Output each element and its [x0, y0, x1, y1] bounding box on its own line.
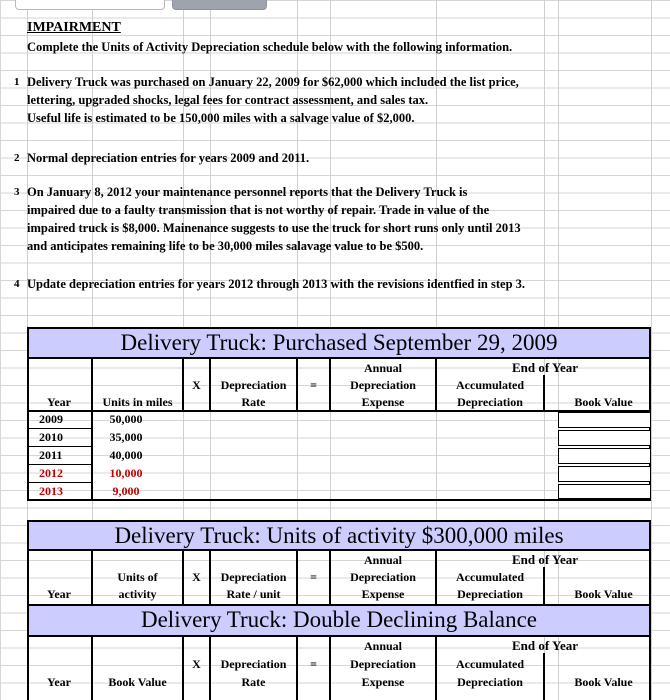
sheet-tab[interactable] [15, 0, 165, 10]
table1-hdr-annual: Annual [363, 361, 403, 375]
table1-miles: 40,000 [109, 448, 143, 462]
table2-hdr-units: activity [118, 587, 157, 601]
grid-column-line [651, 0, 652, 700]
table1-book-value-cell[interactable] [558, 430, 651, 446]
table1-title: Delivery Truck: Purchased September 29, 2009 [27, 329, 651, 358]
table1-hdr-units: Units in miles [102, 395, 173, 409]
table2-hdr-annual: Expense [361, 587, 405, 601]
table1-hdr-rate: Rate [241, 395, 266, 409]
table1-col-sep [543, 375, 545, 411]
table1-year: 2009 [39, 412, 63, 426]
table3-hdr-rate: Rate [241, 675, 266, 689]
table2-hdr-accum: Depreciation [457, 587, 523, 601]
table3-hdr-x: X [192, 657, 201, 671]
table1-col-sep [91, 411, 93, 501]
table1-hdr-annual: Expense [361, 395, 405, 409]
table3-hdr-year: Year [47, 675, 71, 689]
table1-hdr-annual: Depreciation [350, 378, 416, 392]
table2-hdr-book-value: Book Value [574, 587, 633, 601]
table3-hdr-accum: Accumulated [456, 657, 524, 671]
table1-book-value-cell[interactable] [558, 466, 651, 482]
step-3-line: impaired due to a faulty transmission that is not worthy of repair. Trade in value of the [27, 203, 490, 217]
table1-miles: 35,000 [109, 430, 143, 444]
table3-hdr-rate: Depreciation [220, 657, 287, 671]
step-number: 4 [14, 278, 20, 290]
page-title: IMPAIRMENT [27, 20, 121, 35]
table2-hdr-accum: Accumulated [456, 570, 524, 584]
table1-hdr-equals: = [310, 378, 317, 392]
table1-miles: 9,000 [112, 484, 140, 498]
table1-year: 2010 [39, 430, 63, 444]
table1-year: 2011 [39, 448, 63, 462]
table1-book-value-cell[interactable] [558, 448, 651, 464]
step-3-line: and anticipates remaining life to be 30,000 miles salavage value to be $500. [27, 239, 424, 253]
table2-hdr-units: Units of [117, 570, 158, 584]
top-tabs [0, 0, 670, 10]
table2-hdr-annual: Annual [363, 553, 403, 567]
step-3-line: On January 8, 2012 your maintenance personnel reports that the Delivery Truck is [27, 185, 468, 199]
table1-miles: 10,000 [109, 466, 143, 480]
table2-hdr-equals: = [310, 570, 317, 584]
row-line [27, 428, 93, 429]
table1-hdr-end-of-year: End of Year [512, 360, 578, 375]
row-line [27, 482, 93, 483]
table2-hdr-x: X [192, 570, 201, 584]
table2-title: Delivery Truck: Units of activity $300,000 miles [27, 522, 651, 550]
table3-hdr-book-value-start: Book Value [108, 675, 167, 689]
table1-hdr-x: X [192, 378, 201, 392]
table1-book-value-cell[interactable] [558, 484, 651, 499]
table3-hdr-end-of-year: End of Year [512, 638, 578, 653]
table3-hdr-annual: Annual [363, 639, 403, 653]
step-1-line: lettering, upgraded shocks, legal fees for contract assessment, and sales tax. [27, 93, 429, 107]
table1-book-value-cell[interactable] [558, 412, 651, 428]
table2-hdr-rate: Depreciation [220, 570, 287, 584]
table3-hdr-accum: Depreciation [457, 675, 523, 689]
step-number: 2 [14, 152, 20, 164]
table2-col-sep [543, 567, 545, 606]
step-1-line: Delivery Truck was purchased on January 22, 2009 for $62,000 which included the list price, [27, 75, 519, 89]
table3-title: Delivery Truck: Double Declining Balance [27, 606, 651, 635]
table2-hdr-year: Year [47, 587, 71, 601]
step-number: 1 [14, 76, 20, 88]
step-2-line: Normal depreciation entries for years 2009 and 2011. [27, 151, 310, 165]
step-3-line: impaired truck is $8,000. Mainenance suggests to use the truck for short runs only until 2013 [27, 221, 521, 235]
table3-col-sep [543, 653, 545, 700]
table3-hdr-book-value: Book Value [574, 675, 633, 689]
table3-hdr-annual: Expense [361, 675, 405, 689]
row-line [27, 464, 93, 465]
step-4-line: Update depreciation entries for years 2012 through 2013 with the revisions identfied in step 3. [27, 277, 526, 291]
table1-year: 2012 [39, 466, 63, 480]
table1-year: 2013 [39, 484, 63, 498]
table3-hdr-equals: = [310, 657, 317, 671]
table1-hdr-year: Year [47, 395, 71, 409]
table2-hdr-end-of-year: End of Year [512, 552, 578, 567]
step-1-line: Useful life is estimated to be 150,000 miles with a salvage value of $2,000. [27, 111, 415, 125]
step-number: 3 [14, 186, 20, 198]
table3-hdr-annual: Depreciation [350, 657, 416, 671]
table1-hdr-book-value: Book Value [574, 395, 633, 409]
table1-hdr-accum: Accumulated [456, 378, 524, 392]
row-line [27, 446, 93, 447]
table2-hdr-rate: Rate / unit [226, 587, 281, 601]
table1-miles: 50,000 [109, 412, 143, 426]
table2-hdr-annual: Depreciation [350, 570, 416, 584]
sheet-tab-active[interactable] [172, 0, 267, 10]
table1-hdr-accum: Depreciation [457, 395, 523, 409]
table1-hdr-rate: Depreciation [220, 378, 287, 392]
intro-text: Complete the Units of Activity Depreciation schedule below with the following information. [27, 40, 513, 54]
